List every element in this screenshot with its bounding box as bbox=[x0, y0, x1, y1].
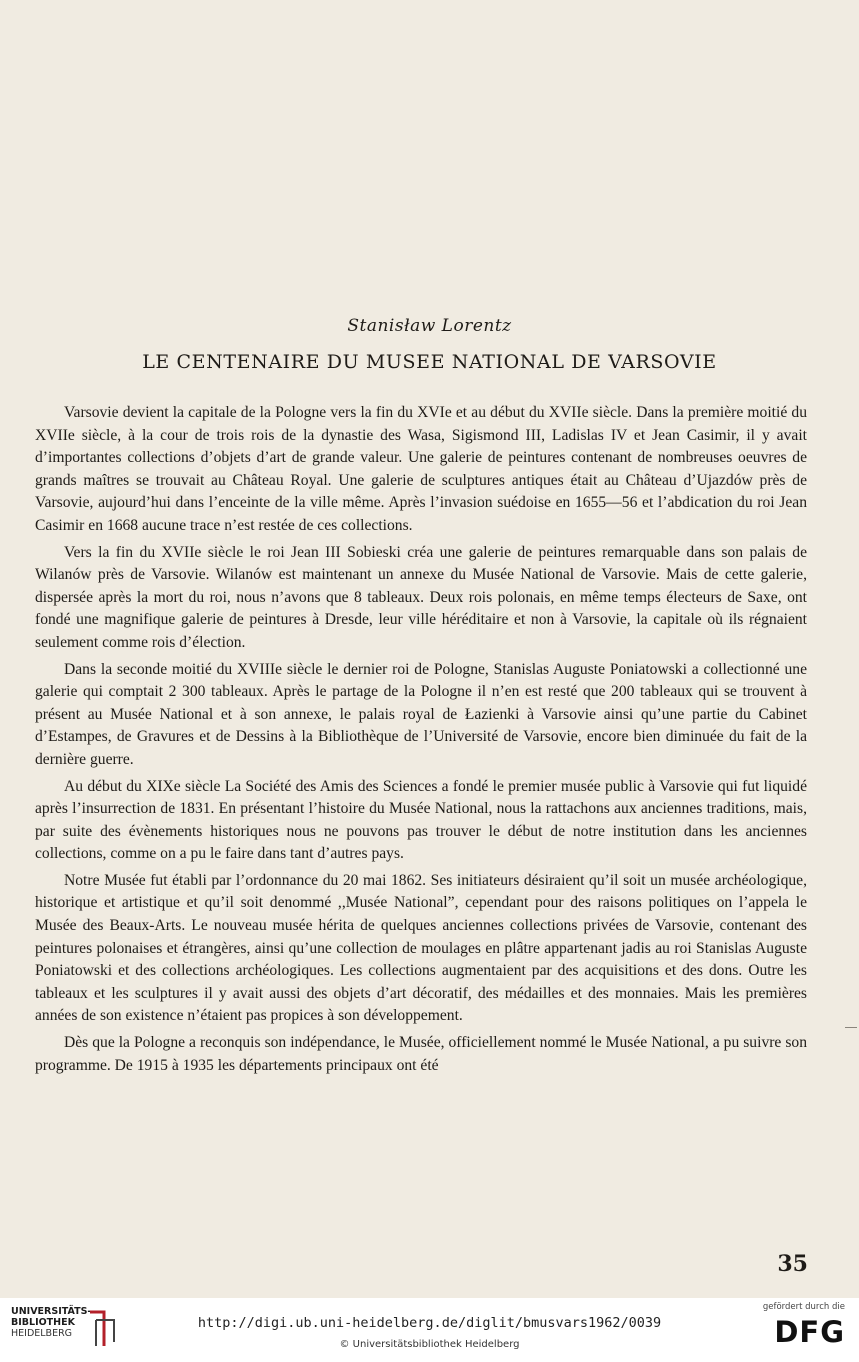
author-name: Stanisław Lorentz bbox=[347, 316, 512, 336]
library-line: HEIDELBERG bbox=[11, 1328, 73, 1339]
paragraph: Dans la seconde moitié du XVIIIe siècle le dernier roi de Pologne, Stanislas Auguste Poniatowski a collectionné une galerie qui comptait 2 300 tableaux. Après le partage de la Pologne il n’en est resté que 200 tableaux qui se trouvent à présent au Musée National et à son annexe, le palais royal de Łazienki à Varsovie ainsi qu’une partie du Cabinet d’Estampes, de Gravures et de Dessins à la Bibliothèque de l’Université de Varsovie, encore bien diminuée du fait de la dernière guerre. bbox=[35, 660, 807, 768]
permalink-url[interactable]: http://digi.ub.uni-heidelberg.de/diglit/bmusvars1962/0039 bbox=[197, 1315, 662, 1331]
library-line: BIBLIOTHEK bbox=[11, 1317, 75, 1328]
article-title: LE CENTENAIRE DU MUSEE NATIONAL DE VARSOVIE bbox=[142, 351, 717, 373]
paragraph: Vers la fin du XVIIe siècle le roi Jean III Sobieski créa une galerie de peintures remarquable dans son palais de Wilanów près de Varsovie. Wilanów est maintenant un annexe du Musée National de Varsovie. Mais de cette galerie, dispersée après la mort du roi, nous n’avons que 8 tableaux. Deux rois polonais, en même temps électeurs de Saxe, ont fondé une magnifique galerie de peintures à Dresde, leur ville héréditaire et non à Varsovie, la capitale où ils régnaient seulement comme rois d’élection. bbox=[35, 543, 807, 651]
margin-mark bbox=[845, 1027, 857, 1028]
paragraph: Notre Musée fut établi par l’ordonnance du 20 mai 1862. Ses initiateurs désiraient qu’il soit un musée archéologique, historique et artistique et qu’il soit denommé ,,Musée National”, cependant pour des raisons politiques on l’appela le Musée des Beaux-Arts. Le nouveau musée hérita de quelques anciennes collections privées de Varsovie, contenant des peintures polonaises et étrangères, ainsi qu’une collection de moulages en plâtre appartenant jadis au roi Stanislas Auguste Poniatowski et des collections archéologiques. Les collections augmentaient par des acquisitions et des dons. Outre les tableaux et les sculptures il y avait aussi des objets d’art décoratif, des médailles et des monnaies. Mais les premières années de son existence n’étaient pas propices à son développement. bbox=[35, 871, 807, 1025]
copyright-notice: © Universitätsbibliothek Heidelberg bbox=[339, 1339, 520, 1350]
paragraph: Au début du XIXe siècle La Société des Amis des Sciences a fondé le premier musée public à Varsovie qui fut liquidé après l’insurrection de 1831. En présentant l’histoire du Musée National, nous la rattachons aux anciennes traditions, mais, par suite des évènements historiques nous ne pouvons pas trouver le début de notre institution dans les anciennes collections, comme on a pu le faire dans tant d’autres pays. bbox=[35, 777, 807, 863]
article-body bbox=[35, 402, 807, 1081]
dfg-logo[interactable]: DFG bbox=[774, 1315, 845, 1349]
library-line: UNIVERSITÄTS- bbox=[11, 1306, 92, 1317]
page-number: 35 bbox=[777, 1251, 808, 1277]
paragraph: Varsovie devient la capitale de la Pologne vers la fin du XVIe et au début du XVIIe siècle. Dans la première moitié du XVIIe siècle, à la cour de trois rois de la dynastie des Wasa, Sigismond III, Ladislas IV et Jean Casimir, il y avait d’importantes collections d’objets d’art de grande valeur. Une galerie de peintures contenant de nombreuses oeuvres de grands maîtres se trouvait au Château Royal. Une galerie de sculptures antiques était au Château d’Ujazdów près de Varsovie, aujourd’hui dans l’enceinte de la ville même. Après l’invasion suédoise en 1655—56 et l’abdication du roi Jean Casimir en 1668 aucune trace n’est restée de ces collections. bbox=[35, 404, 807, 534]
paragraph: Dès que la Pologne a reconquis son indépendance, le Musée, officiellement nommé le Musée National, a pu suivre son programme. De 1915 à 1935 les départements principaux ont été bbox=[35, 1034, 807, 1074]
digitization-footer bbox=[0, 1298, 859, 1362]
funding-note: gefördert durch die bbox=[762, 1302, 845, 1312]
